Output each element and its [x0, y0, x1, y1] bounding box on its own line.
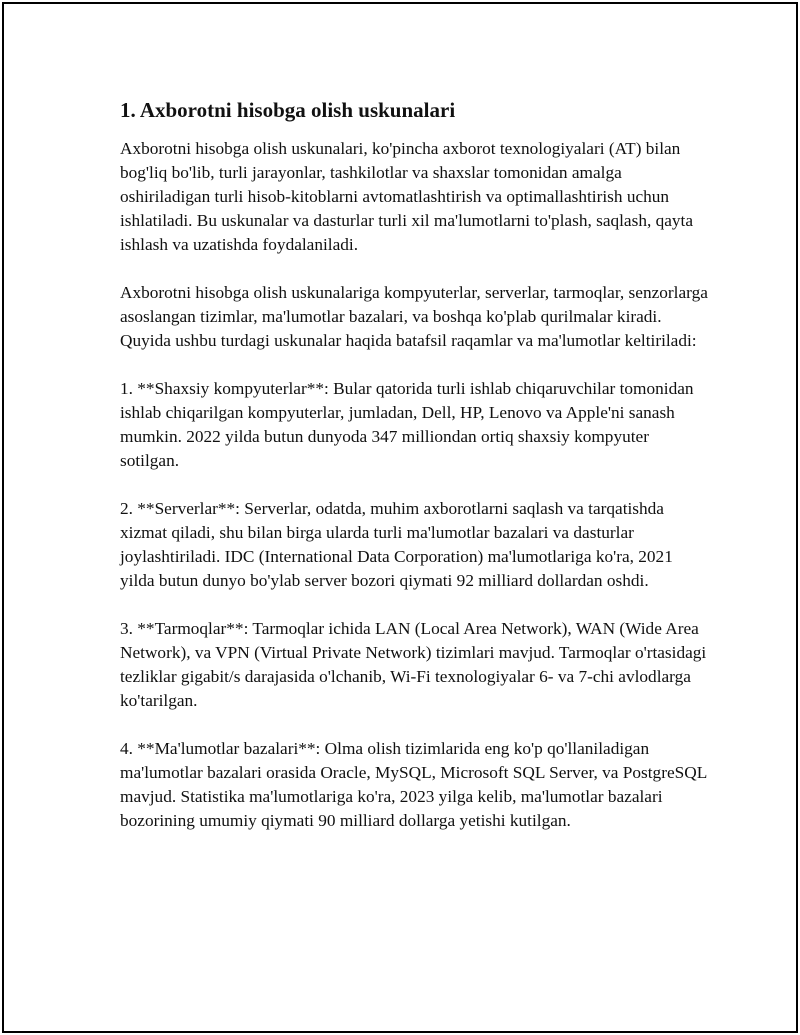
section-heading: 1. Axborotni hisobga olish uskunalari — [120, 98, 456, 122]
document-body — [120, 97, 710, 857]
list-item-personal-computers: 1. **Shaxsiy kompyuterlar**: Bular qatorida turli ishlab chiqaruvchilar tomonidan ishlab chiqarilgan kompyuterlar, jumladan, Dell, HP, Lenovo va Apple'ni sanash mumkin. 2022 yilda butun dunyoda 347 milliondan ortiq shaxsiy kompyuter sotilgan. — [120, 379, 694, 470]
list-item-networks: 3. **Tarmoqlar**: Tarmoqlar ichida LAN (Local Area Network), WAN (Wide Area Network), va VPN (Virtual Private Network) tizimlari mavjud. Tarmoqlar o'rtasidagi tezliklar gigabit/s darajasida o'lchanib, Wi-Fi texnologiyalar 6- va 7-chi avlodlarga ko'tarilgan. — [120, 619, 707, 710]
equipment-overview-paragraph: Axborotni hisobga olish uskunalariga kompyuterlar, serverlar, tarmoqlar, senzorlarga asoslangan tizimlar, ma'lumotlar bazalari, va boshqa ko'plab qurilmalar kiradi. Quyida ushbu turdagi uskunalar haqida batafsil raqamlar va ma'lumotlar keltiriladi: — [120, 283, 708, 350]
document-page — [2, 2, 798, 1033]
intro-paragraph: Axborotni hisobga olish uskunalari, ko'pincha axborot texnologiyalari (AT) bilan bog'liq bo'lib, turli jarayonlar, tashkilotlar va shaxslar tomonidan amalga oshiriladigan turli hisob-kitoblarni avtomatlashtirish va optimallashtirish uchun ishlatiladi. Bu uskunalar va dasturlar turli xil ma'lumotlarni to'plash, saqlash, qayta ishlash va uzatishda foydalaniladi. — [120, 139, 694, 254]
list-item-servers: 2. **Serverlar**: Serverlar, odatda, muhim axborotlarni saqlash va tarqatishda xizmat qiladi, shu bilan birga ularda turli ma'lumotlar bazalari va dasturlar joylashtiriladi. IDC (International Data Corporation) ma'lumotlariga ko'ra, 2021 yilda butun dunyo bo'ylab server bozori qiymati 92 milliard dollardan oshdi. — [120, 499, 673, 590]
list-item-databases: 4. **Ma'lumotlar bazalari**: Olma olish tizimlarida eng ko'p qo'llaniladigan ma'lumotlar bazalari orasida Oracle, MySQL, Microsoft SQL Server, va PostgreSQL mavjud. Statistika ma'lumotlariga ko'ra, 2023 yilga kelib, ma'lumotlar bazalari bozorining umumiy qiymati 90 milliard dollarga yetishi kutilgan. — [120, 739, 707, 830]
